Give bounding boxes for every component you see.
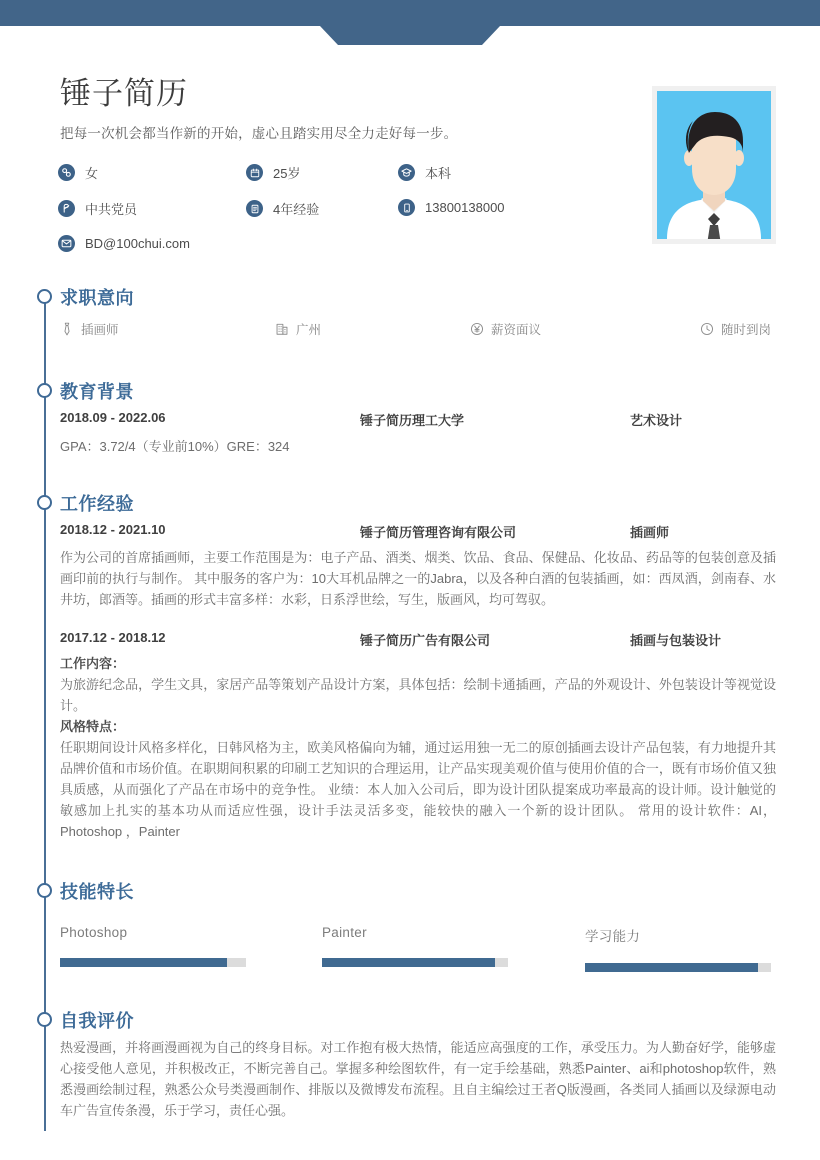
skill-bar-fill-2 bbox=[322, 958, 495, 967]
skill-bar-fill-3 bbox=[585, 963, 758, 972]
timeline-node-skills bbox=[37, 883, 52, 898]
work-company-1: 锤子简历管理咨询有限公司 bbox=[360, 525, 517, 540]
timeline-spine bbox=[44, 296, 46, 1131]
work-entry-head-2 bbox=[60, 630, 790, 646]
skill-bar-fill-1 bbox=[60, 958, 227, 967]
education-school: 锤子简历理工大学 bbox=[360, 413, 465, 428]
skill-bar-track-1 bbox=[60, 958, 246, 967]
info-degree-label: 本科 bbox=[425, 166, 452, 181]
work-label-style: 风格特点： bbox=[60, 719, 126, 734]
document-icon bbox=[246, 200, 263, 217]
skill-bar-track-2 bbox=[322, 958, 508, 967]
education-date: 2018.09 - 2022.06 bbox=[60, 410, 166, 425]
info-experience bbox=[246, 199, 319, 218]
objective-salary bbox=[470, 320, 541, 338]
tagline: 把每一次机会都当作新的开始，虚心且踏实用尽全力走好每一步。 bbox=[60, 126, 458, 141]
info-age-label: 25岁 bbox=[273, 166, 301, 181]
info-party-label: 中共党员 bbox=[85, 202, 138, 217]
tie-icon bbox=[60, 322, 74, 336]
work-date-2: 2017.12 - 2018.12 bbox=[60, 630, 166, 645]
yen-icon bbox=[470, 322, 484, 336]
work-body-1: 作为公司的首席插画师，主要工作范围是为：电子产品、酒类、烟类、饮品、食品、保健品、化妆品、药品等的包装创意及插画印前的执行与制作。 其中服务的客户为：10大耳机品牌之一的Jabra，以及各种白酒的包装插画，如：西凤酒，剑南春、水井坊，郎酒等。插画的形式丰富多样：水彩，日系浮世绘，写生，版画风，均可驾驭。 bbox=[60, 550, 776, 607]
avatar-illustration bbox=[657, 91, 771, 239]
gender-icon bbox=[58, 164, 75, 181]
objective-availability bbox=[700, 320, 771, 338]
work-company-2: 锤子简历广告有限公司 bbox=[360, 633, 491, 648]
education-entry-head bbox=[60, 410, 790, 426]
info-phone-label: 13800138000 bbox=[425, 200, 505, 215]
education-major: 艺术设计 bbox=[630, 413, 683, 428]
top-banner bbox=[0, 0, 820, 26]
evaluation-body: 热爱漫画，并将画漫画视为自己的终身目标。对工作抱有极大热情，能适应高强度的工作，承受压力。为人勤奋好学，能够虚心接受他人意见，并积极改正，不断完善自己。掌握多种绘图软件，有一定手绘基础，熟悉Painter、ai和photoshop软件，熟悉漫画绘制过程，熟悉公众号类漫画制作、排版以及微博发布流程。且自主编绘过王者Q版漫画，各类同人插画以及绿源电动车广告宣传条漫，乐于学习，责任心强。 bbox=[60, 1040, 776, 1118]
skill-bar-track-3 bbox=[585, 963, 771, 972]
timeline-node-work bbox=[37, 495, 52, 510]
party-member-icon bbox=[58, 200, 75, 217]
timeline-node-objective bbox=[37, 289, 52, 304]
info-email bbox=[58, 235, 190, 252]
objective-availability-label: 随时到岗 bbox=[721, 323, 772, 337]
info-degree bbox=[398, 163, 451, 182]
timeline-node-education bbox=[37, 383, 52, 398]
objective-city bbox=[275, 320, 321, 338]
avatar-photo bbox=[657, 91, 771, 239]
skill-name-1: Photoshop bbox=[60, 925, 128, 940]
info-age bbox=[246, 163, 300, 182]
info-gender bbox=[58, 163, 98, 182]
info-party bbox=[58, 199, 137, 218]
work-body-duties: 为旅游纪念品，学生文具，家居产品等策划产品设计方案，具体包括：绘制卡通插画，产品的外观设计、外包装设计等视觉设计。 bbox=[60, 677, 776, 713]
clock-icon bbox=[700, 322, 714, 336]
work-label-duties: 工作内容： bbox=[60, 656, 126, 671]
section-title-skills: 技能特长 bbox=[60, 882, 134, 902]
work-body-style: 任职期间设计风格多样化，日韩风格为主，欧美风格偏向为辅，通过运用独一无二的原创插画去设计产品包装，有力地提升其品牌价值和市场价值。在职期间积累的印刷工艺知识的合理运用，让产品实现美观价值与使用价值的合一，既有市场价值又独具质感，从而强化了产品在市场中的竞争性。 业绩：本人加入公司后，即为设计团队提案成功率最高的设计师。设计触觉的敏感加上扎实的基本功从而适应性强，设计手法灵活多变，能较快的融入一个新的设计团队。 常用的设计软件：AI，Photoshop ，Painter bbox=[60, 740, 776, 839]
info-gender-label: 女 bbox=[85, 166, 99, 181]
skill-item-3 bbox=[585, 925, 771, 972]
timeline-node-evaluation bbox=[37, 1012, 52, 1027]
section-title-work: 工作经验 bbox=[60, 494, 134, 514]
skill-name-3: 学习能力 bbox=[585, 929, 641, 944]
info-phone bbox=[398, 199, 505, 216]
objective-salary-label: 薪资面议 bbox=[491, 323, 542, 337]
section-title-education: 教育背景 bbox=[60, 382, 134, 402]
objective-position bbox=[60, 320, 119, 338]
graduation-cap-icon bbox=[398, 164, 415, 181]
info-email-label: BD@100chui.com bbox=[85, 236, 190, 251]
mail-icon bbox=[58, 235, 75, 252]
work-role-1: 插画师 bbox=[630, 525, 670, 540]
skill-item-1 bbox=[60, 925, 246, 967]
section-title-objective: 求职意向 bbox=[60, 288, 134, 308]
info-experience-label: 4年经验 bbox=[273, 202, 320, 217]
objective-position-label: 插画师 bbox=[81, 323, 119, 337]
page-title: 锤子简历 bbox=[60, 76, 188, 111]
work-role-2: 插画与包装设计 bbox=[630, 633, 722, 648]
skill-item-2 bbox=[322, 925, 508, 967]
work-entry-head-1 bbox=[60, 522, 790, 538]
education-detail: GPA：3.72/4（专业前10%）GRE：324 bbox=[60, 439, 290, 454]
avatar bbox=[652, 86, 776, 244]
work-date-1: 2018.12 - 2021.10 bbox=[60, 522, 166, 537]
calendar-icon bbox=[246, 164, 263, 181]
objective-city-label: 广州 bbox=[296, 323, 322, 337]
skill-name-2: Painter bbox=[322, 925, 367, 940]
section-title-evaluation: 自我评价 bbox=[60, 1011, 134, 1031]
top-banner-tab bbox=[320, 26, 500, 45]
building-icon bbox=[275, 322, 289, 336]
phone-icon bbox=[398, 199, 415, 216]
